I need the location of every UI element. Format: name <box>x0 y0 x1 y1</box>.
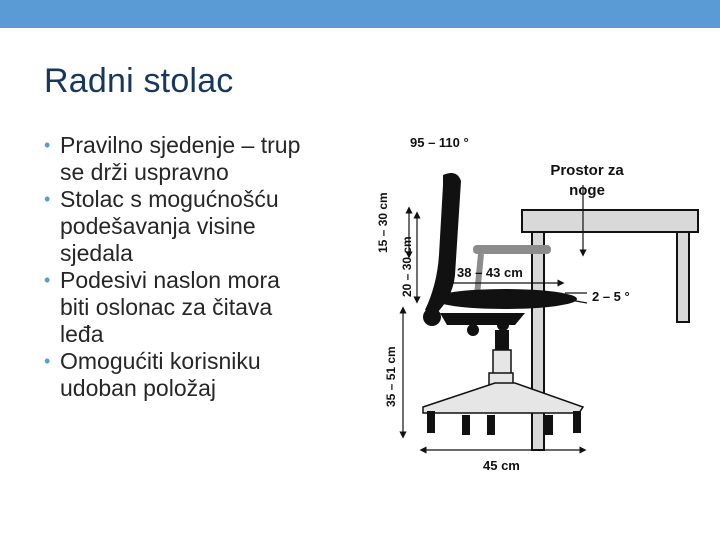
bullet-item <box>44 267 374 348</box>
bullet-line: Podesivi naslon mora <box>60 267 280 293</box>
bullet-item <box>44 186 374 267</box>
backrest-height-label: 15 – 30 cm <box>376 192 390 253</box>
bullet-line: sjedala <box>60 240 133 266</box>
seat-tilt-label: 2 – 5 ° <box>592 289 630 304</box>
seat-height-label: 35 – 51 cm <box>384 346 398 407</box>
leg-space-label-line1: Prostor za <box>550 162 624 179</box>
bullet-dot-icon: • <box>44 135 51 155</box>
top-accent-bar <box>0 0 720 28</box>
bullet-dot-icon: • <box>44 351 51 371</box>
bullet-line: Omogućiti korisniku <box>60 348 261 374</box>
bullet-list <box>44 132 374 402</box>
base-width-label: 45 cm <box>483 458 520 473</box>
chair-ergonomics-diagram <box>365 125 710 480</box>
bullet-line: se drži uspravno <box>60 159 229 185</box>
bullet-line: podešavanja visine <box>60 213 256 239</box>
slide-title: Radni stolac <box>44 62 234 100</box>
backrest-angle-label: 95 – 110 ° <box>410 135 469 150</box>
leg-space-label-line2: noge <box>569 182 605 199</box>
bullet-line: biti oslonac za čitava <box>60 294 273 320</box>
lumbar-height-label: 20 – 30 cm <box>400 236 414 297</box>
bullet-item <box>44 132 374 186</box>
seat-depth-label: 38 – 43 cm <box>457 265 523 280</box>
bullet-line: Stolac s mogućnošću <box>60 186 279 212</box>
bullet-line: leđa <box>60 321 104 347</box>
chair-diagram-svg <box>365 125 710 480</box>
bullet-line: udoban položaj <box>60 375 217 401</box>
bullet-item <box>44 348 374 402</box>
bullet-dot-icon: • <box>44 189 51 209</box>
bullet-dot-icon: • <box>44 270 51 290</box>
bullet-line: Pravilno sjedenje – trup <box>60 132 301 158</box>
